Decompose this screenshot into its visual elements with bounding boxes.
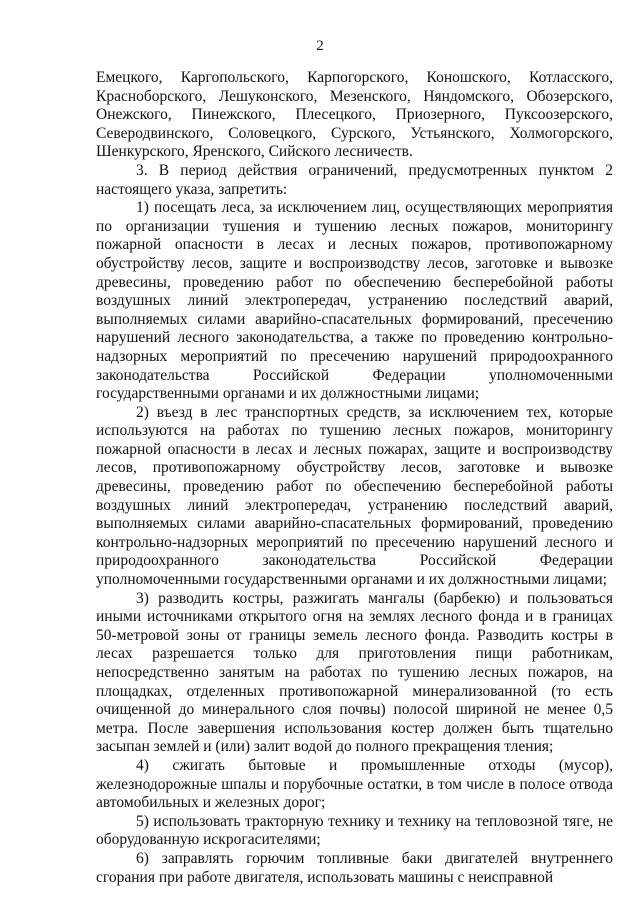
paragraph-item-4: 4) сжигать бытовые и промышленные отходы (мусор), железнодорожные шпалы и порубочные остатки, в том числе в полосе отвода автомобильных и железных дорог; <box>96 756 613 812</box>
paragraph-item-2: 2) въезд в лес транспортных средств, за исключением тех, которые используются на работах по тушению лесных пожаров, мониторингу пожарной опасности в лесах и лесных пожарах, защите и воспроизводству лесов, противопожарному обустройству лесов, заготовке и вывозке древесины, проведению работ по обеспечению бесперебойной работы воздушных линий электропередач, устранению последствий аварий, выполняемых силами аварийно-спасательных формирований, проведению контрольно-надзорных мероприятий по пресечению нарушений лесного и природоохранного законодательства Российской Федерации уполномоченными государственными органами и их должностными лицами; <box>96 403 613 589</box>
document-body <box>96 69 613 887</box>
paragraph-clause-3: 3. В период действия ограничений, предусмотренных пунктом 2 настоящего указа, запретить: <box>96 161 613 198</box>
page-number: 2 <box>316 38 324 54</box>
paragraph-item-1: 1) посещать леса, за исключением лиц, осуществляющих мероприятия по организации тушения и тушению лесных пожаров, мониторингу пожарной опасности в лесах и лесных пожаров, противопожарному обустройству лесов, защите и воспроизводству лесов, заготовке и вывозке древесины, проведению работ по обеспечению бесперебойной работы воздушных линий электропередач, устранению последствий аварий, выполняемых силами аварийно-спасательных формирований, пресечению нарушений лесного законодательства, а также по проведению контрольно-надзорных мероприятий по пресечению нарушений природоохранного законодательства Российской Федерации уполномоченными государственными органами и их должностными лицами; <box>96 199 613 403</box>
paragraph-forestries-list: Емецкого, Каргопольского, Карпогорского, Коношского, Котласского, Красноборского, Лешуконского, Мезенского, Няндомского, Обозерского, Онежского, Пинежского, Плесецкого, Приозерного, Пуксоозерского, Северодвинского, Соловецкого, Сурского, Устьянского, Холмогорского, Шенкурского, Яренского, Сийского лесничеств. <box>96 69 613 161</box>
paragraph-item-6: 6) заправлять горючим топливные баки двигателей внутреннего сгорания при работе двигателя, использовать машины с неисправной <box>96 849 613 886</box>
paragraph-item-3: 3) разводить костры, разжигать мангалы (барбекю) и пользоваться иными источниками открытого огня на землях лесного фонда и в границах 50-метровой зоны от границы земель лесного фонда. Разводить костры в лесах разрешается только для приготовления пищи работникам, непосредственно занятым на работах по тушению лесных пожаров, на площадках, отделенных противопожарной минерализованной (то есть очищенной до минерального слоя почвы) полосой шириной не менее 0,5 метра. После завершения использования костер должен быть тщательно засыпан землей и (или) залит водой до полного прекращения тления; <box>96 589 613 756</box>
paragraph-item-5: 5) использовать тракторную технику и технику на тепловозной тяге, не оборудованную искрогасителями; <box>96 812 613 849</box>
